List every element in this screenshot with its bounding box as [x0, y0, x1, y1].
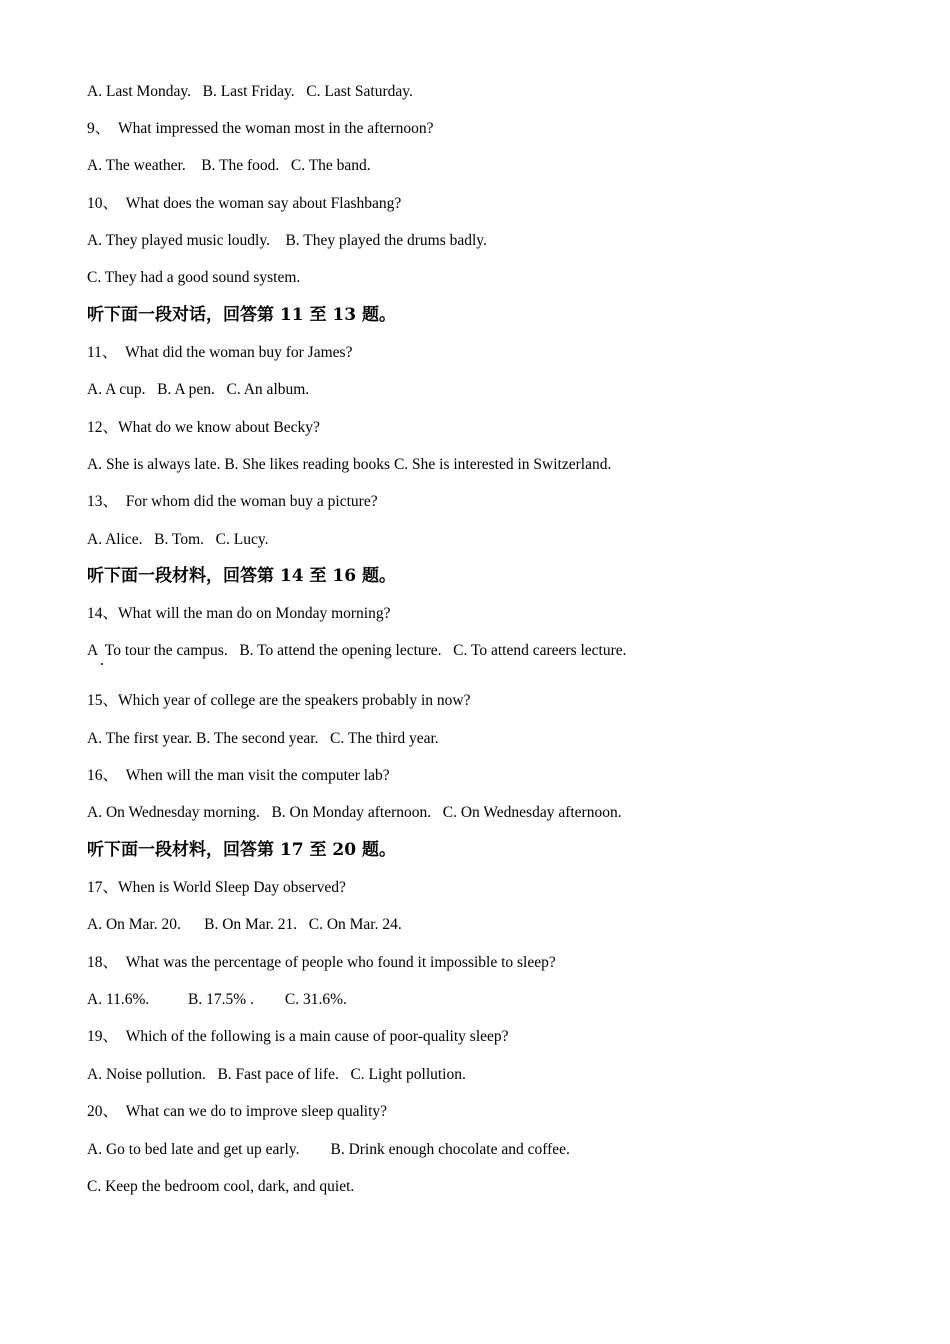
question-18: 18、 What was the percentage of people who found it impossible to sleep? [87, 954, 556, 971]
q12-options: A. She is always late. B. She likes reading books C. She is interested in Switzerland. [87, 456, 612, 473]
question-15: 15、Which year of college are the speakers probably in now? [87, 692, 471, 709]
q10-option-c: C. They had a good sound system. [87, 269, 301, 286]
section-heading-14-16: 听下面一段材料，回答第 14 至 16 题。 [87, 566, 396, 586]
q16-options: A. On Wednesday morning. B. On Monday afternoon. C. On Wednesday afternoon. [87, 804, 622, 821]
q10-options-ab: A. They played music loudly. B. They played the drums badly. [87, 232, 487, 249]
question-11: 11、 What did the woman buy for James? [87, 344, 353, 361]
q20-options-ab: A. Go to bed late and get up early. B. Drink enough chocolate and coffee. [87, 1141, 570, 1158]
q17-options: A. On Mar. 20. B. On Mar. 21. C. On Mar. 24. [87, 916, 402, 933]
section-heading-11-13: 听下面一段对话，回答第 11 至 13 题。 [87, 305, 396, 325]
q13-options: A. Alice. B. Tom. C. Lucy. [87, 531, 269, 548]
question-17: 17、When is World Sleep Day observed? [87, 879, 346, 896]
q14-options: A To tour the campus. B. To attend the opening lecture. C. To attend careers lecture. [87, 642, 627, 659]
stray-dot-mark [101, 663, 103, 665]
question-9: 9、 What impressed the woman most in the afternoon? [87, 120, 434, 137]
question-20: 20、 What can we do to improve sleep quality? [87, 1103, 388, 1120]
q8-options: A. Last Monday. B. Last Friday. C. Last Saturday. [87, 83, 413, 100]
question-19: 19、 Which of the following is a main cause of poor-quality sleep? [87, 1028, 509, 1045]
question-14: 14、What will the man do on Monday morning? [87, 605, 391, 622]
q15-options: A. The first year. B. The second year. C. The third year. [87, 730, 439, 747]
section-heading-17-20: 听下面一段材料，回答第 17 至 20 题。 [87, 840, 396, 860]
question-16: 16、 When will the man visit the computer lab? [87, 767, 390, 784]
question-12: 12、What do we know about Becky? [87, 419, 320, 436]
question-13: 13、 For whom did the woman buy a picture? [87, 493, 378, 510]
q11-options: A. A cup. B. A pen. C. An album. [87, 381, 310, 398]
q9-options: A. The weather. B. The food. C. The band. [87, 157, 371, 174]
q19-options: A. Noise pollution. B. Fast pace of life. C. Light pollution. [87, 1066, 466, 1083]
q18-options: A. 11.6%. B. 17.5% . C. 31.6%. [87, 991, 347, 1008]
q20-option-c: C. Keep the bedroom cool, dark, and quiet. [87, 1178, 355, 1195]
question-10: 10、 What does the woman say about Flashbang? [87, 195, 402, 212]
